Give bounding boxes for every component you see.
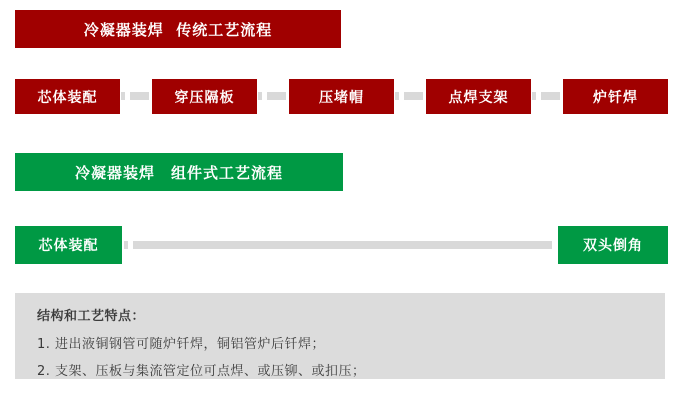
- step-core-assembly-modular: 芯体装配: [15, 226, 122, 264]
- notes-item-1: 1. 进出液铜钢管可随炉钎焊，铜铝管炉后钎焊；: [37, 337, 326, 352]
- notes-title: 结构和工艺特点：: [37, 309, 146, 324]
- connector-dash: [532, 92, 536, 100]
- connector-bar: [130, 92, 149, 100]
- step-press-cap: 压堵帽: [289, 79, 394, 114]
- traditional-flow-title: 冷凝器装焊 传统工艺流程: [83, 20, 273, 39]
- connector-long-bar: [133, 241, 552, 249]
- modular-flow-title: 冷凝器装焊 组件式工艺流程: [74, 163, 283, 182]
- step-core-assembly: 芯体装配: [15, 79, 120, 114]
- connector-bar: [541, 92, 560, 100]
- connector-bar: [267, 92, 286, 100]
- connector-dash: [124, 241, 128, 249]
- connector-dash: [395, 92, 399, 100]
- step-spot-weld-bracket: 点焊支架: [426, 79, 531, 114]
- notes-panel: [15, 293, 665, 379]
- step-furnace-brazing: 炉钎焊: [563, 79, 668, 114]
- connector-bar: [404, 92, 423, 100]
- step-press-baffle: 穿压隔板: [152, 79, 257, 114]
- connector-dash: [258, 92, 262, 100]
- notes-item-2: 2. 支架、压板与集流管定位可点焊、或压铆、或扣压；: [37, 364, 366, 379]
- traditional-flow-header: [15, 10, 341, 48]
- connector-dash: [121, 92, 125, 100]
- modular-flow-header: [15, 153, 343, 191]
- step-double-end-chamfer: 双头倒角: [558, 226, 668, 264]
